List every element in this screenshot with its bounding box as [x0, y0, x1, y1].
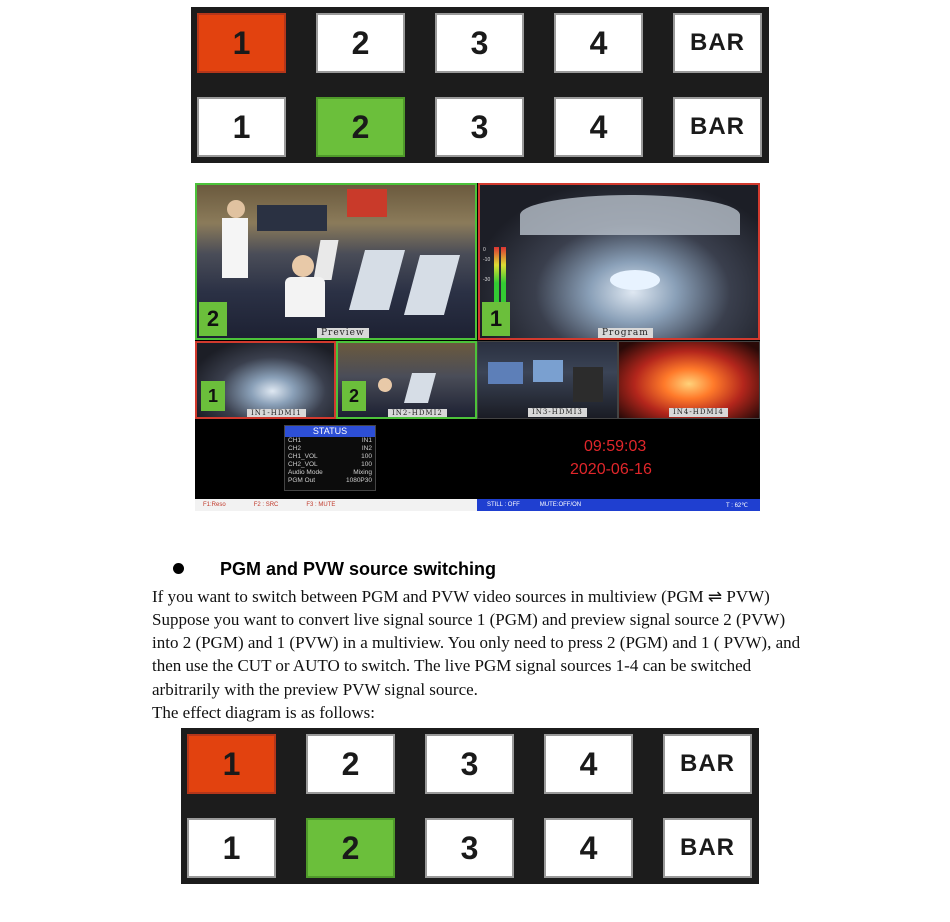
preview-window	[195, 183, 477, 340]
pvw-key-4[interactable]: 4	[554, 97, 643, 157]
input-4-label: IN4-HDMI4	[669, 408, 728, 417]
status-panel	[284, 425, 376, 491]
pgm-key-1[interactable]: 1	[187, 734, 276, 794]
pgm-key-4[interactable]: 4	[544, 734, 633, 794]
bullet-point	[173, 563, 184, 574]
pgm-key-2[interactable]: 2	[316, 13, 405, 73]
paragraph-line: then use the CUT or AUTO to switch. The live PGM signal sources 1-4 can be switched	[152, 656, 752, 675]
pvw-key-bar[interactable]: BAR	[673, 97, 762, 157]
pvw-key-1[interactable]: 1	[187, 818, 276, 878]
pgm-key-bar[interactable]: BAR	[673, 13, 762, 73]
input-1-label: IN1-HDMI1	[247, 409, 306, 418]
paragraph-line: arbitrarily with the preview PVW signal source.	[152, 680, 478, 699]
clock-date: 2020-06-16	[570, 461, 652, 478]
paragraph-line: The effect diagram is as follows:	[152, 703, 375, 722]
program-scene-image	[480, 185, 758, 338]
preview-scene-image	[197, 185, 475, 338]
input-1-window	[195, 341, 336, 419]
paragraph-line: If you want to switch between PGM and PVW video sources in multiview (PGM ⇌ PVW)	[152, 587, 770, 606]
audio-scale-30: -30	[483, 277, 491, 283]
paragraph-line: into 2 (PGM) and 1 (PVW) in a multiview. You only need to press 2 (PGM) and 1 ( PVW), and	[152, 633, 801, 652]
input-4-window	[618, 341, 760, 419]
input-1-badge: 1	[201, 381, 225, 411]
paragraph-line: Suppose you want to convert live signal source 1 (PGM) and preview signal source 2 (PVW)	[152, 610, 786, 629]
pgm-key-1[interactable]: 1	[197, 13, 286, 73]
pgm-key-3[interactable]: 3	[425, 734, 514, 794]
mute-status: MUTE:OFF/ON	[539, 502, 582, 508]
pgm-key-2[interactable]: 2	[306, 734, 395, 794]
pgm-key-4[interactable]: 4	[554, 13, 643, 73]
program-window	[478, 183, 760, 340]
top-button-panel	[191, 7, 769, 163]
f2-hint: F2 : SRC	[253, 502, 279, 508]
input-3-label: IN3-HDMI3	[528, 408, 587, 417]
input-3-window	[477, 341, 618, 419]
clock-time: 09:59:03	[584, 438, 647, 455]
input-2-badge: 2	[342, 381, 366, 411]
status-row: PGM Out 1080P30	[288, 477, 372, 484]
pgm-key-3[interactable]: 3	[435, 13, 524, 73]
status-row: CH1 IN1	[288, 437, 372, 444]
audio-scale-0: 0	[483, 247, 486, 253]
pvw-key-bar[interactable]: BAR	[663, 818, 752, 878]
status-row: CH2_VOL 100	[288, 461, 372, 468]
pvw-key-3[interactable]: 3	[425, 818, 514, 878]
input-2-label: IN2-HDMI2	[388, 409, 447, 418]
pvw-key-3[interactable]: 3	[435, 97, 524, 157]
temperature-status: T : 62℃	[726, 502, 748, 509]
f3-hint: F3 : MUTE	[306, 502, 336, 508]
pvw-key-2[interactable]: 2	[306, 818, 395, 878]
input-4-scene-image	[619, 342, 759, 418]
preview-label: Preview	[317, 328, 369, 339]
pvw-key-4[interactable]: 4	[544, 818, 633, 878]
still-status: STILL : OFF	[487, 502, 520, 508]
section-heading: PGM and PVW source switching	[220, 559, 497, 579]
program-label: Program	[598, 328, 653, 339]
input-3-scene-image	[478, 342, 617, 418]
bottom-button-panel	[181, 728, 759, 884]
status-row: CH1_VOL 100	[288, 453, 372, 460]
preview-source-badge: 2	[199, 302, 227, 336]
function-key-bar	[195, 499, 477, 511]
status-row: CH2 IN2	[288, 445, 372, 452]
input-2-window	[336, 341, 477, 419]
pvw-key-2[interactable]: 2	[316, 97, 405, 157]
program-source-badge: 1	[482, 302, 510, 336]
audio-scale-10: -10	[483, 257, 491, 263]
status-row: Audio Mode Mixing	[288, 469, 372, 476]
status-title: STATUS	[285, 426, 375, 437]
multiview-screen	[195, 183, 760, 511]
status-bar	[477, 499, 760, 511]
pvw-key-1[interactable]: 1	[197, 97, 286, 157]
f1-hint: F1:Reso	[203, 502, 226, 508]
pgm-key-bar[interactable]: BAR	[663, 734, 752, 794]
